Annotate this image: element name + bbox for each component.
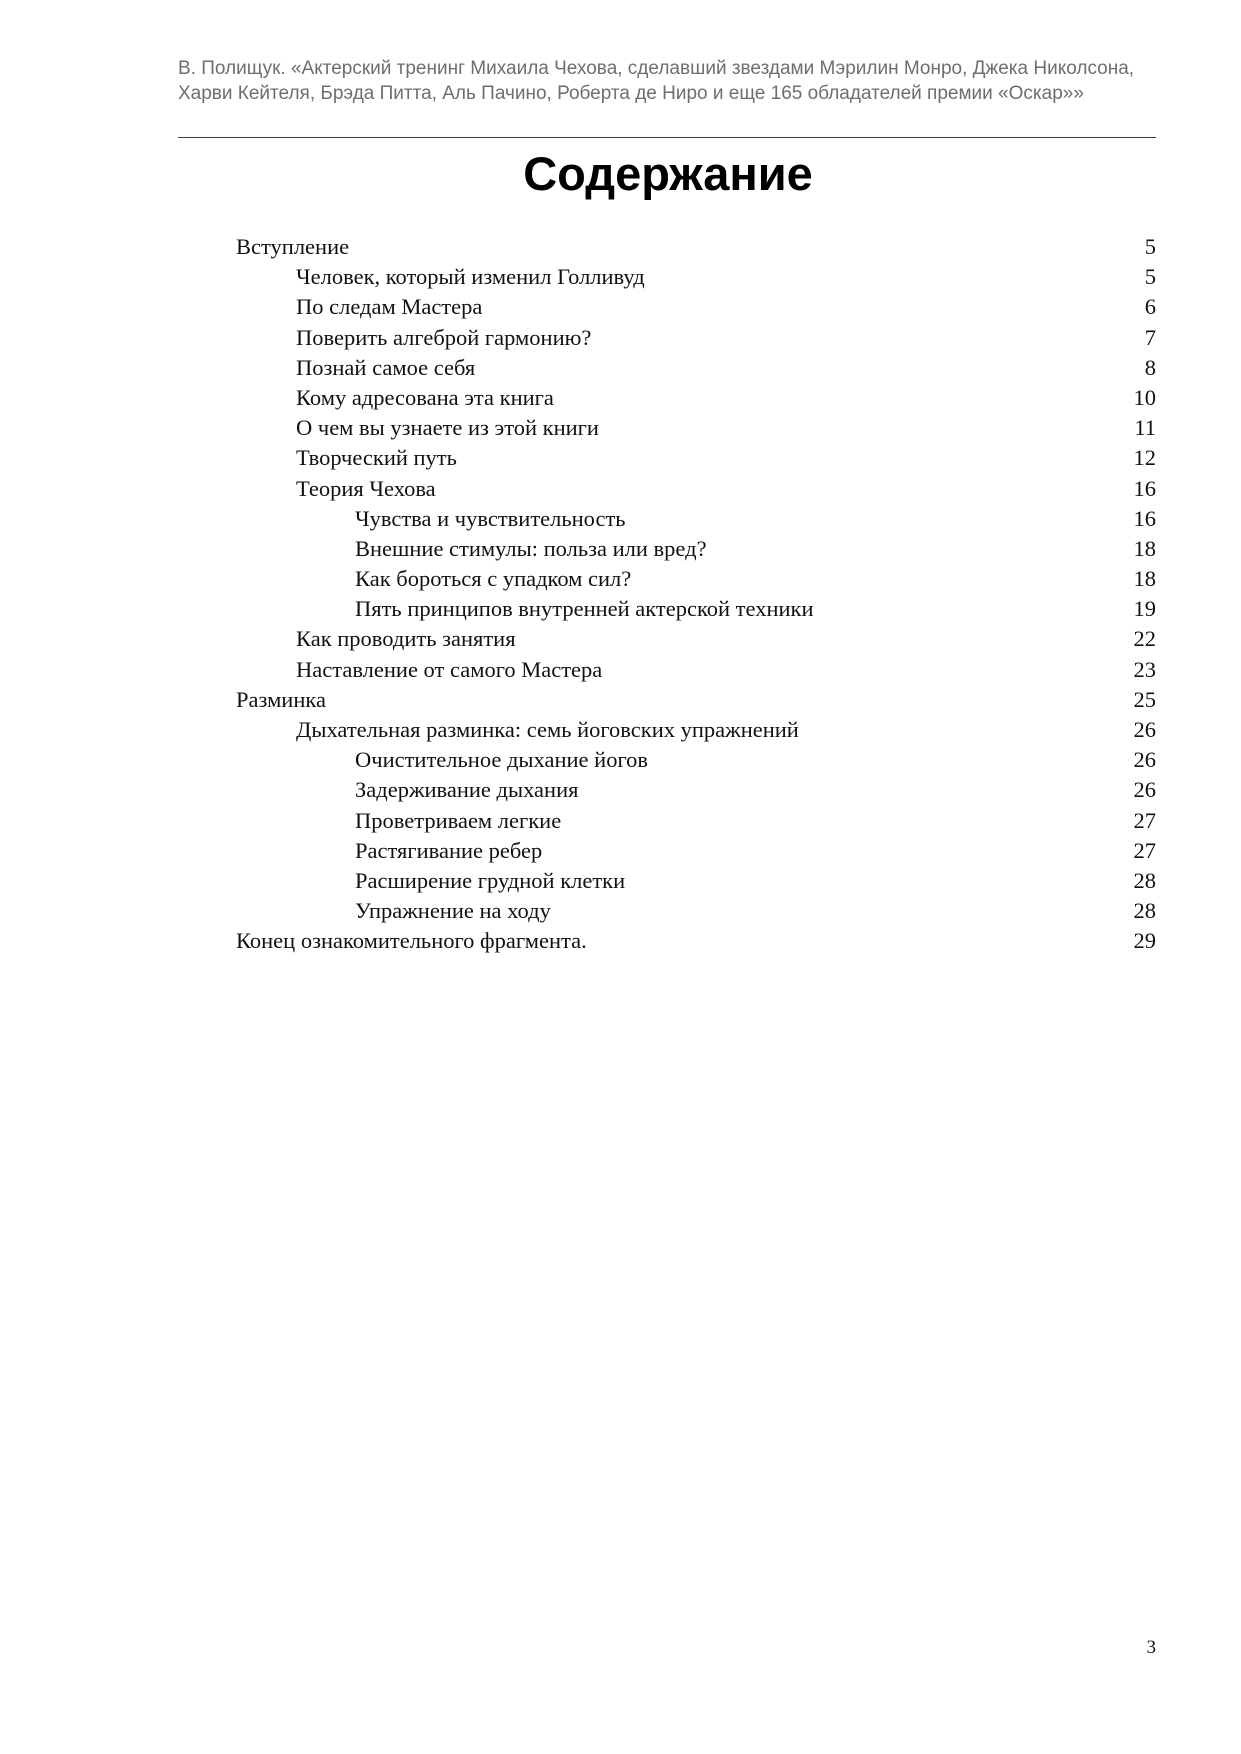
toc-entry[interactable] [236, 262, 1156, 292]
toc-entry-page: 7 [1144, 324, 1156, 350]
toc-entry-label: Внешние стимулы: польза или вред? [355, 535, 707, 561]
toc-entry-page: 27 [1133, 807, 1156, 833]
toc-entry-label: Наставление от самого Мастера [296, 656, 603, 682]
toc-entry-label: Расширение грудной клетки [355, 867, 626, 893]
toc-entry-label: По следам Мастера [296, 294, 483, 320]
toc-entry-label: Творческий путь [296, 445, 457, 471]
toc-entry-page: 18 [1133, 566, 1156, 592]
header-divider [178, 137, 1156, 138]
toc-entry-page: 6 [1144, 294, 1156, 320]
toc-entry-page: 26 [1133, 747, 1156, 773]
toc-entry[interactable] [236, 413, 1156, 443]
toc-entry[interactable] [236, 775, 1156, 805]
toc-entry[interactable] [236, 806, 1156, 836]
toc-entry-page: 16 [1133, 475, 1156, 501]
toc-entry-label: Проветриваем легкие [355, 807, 562, 833]
toc-title: Содержание [523, 147, 813, 200]
toc-entry-label: Как бороться с упадком сил? [355, 566, 632, 592]
toc-entry-page: 5 [1144, 264, 1156, 290]
toc-entry[interactable] [236, 232, 1156, 262]
toc-entry-page: 12 [1133, 445, 1156, 471]
toc-entry-label: Конец ознакомительного фрагмента. [236, 928, 587, 954]
toc-entry-page: 27 [1133, 837, 1156, 863]
toc-entry-page: 25 [1133, 686, 1156, 712]
toc-entry[interactable] [236, 715, 1156, 745]
toc-entry-page: 11 [1134, 415, 1156, 441]
toc-entry[interactable] [236, 594, 1156, 624]
toc-entry-label: Растягивание ребер [355, 837, 543, 863]
toc-entry[interactable] [236, 866, 1156, 896]
toc-entry-page: 22 [1133, 626, 1156, 652]
toc-entry-page: 28 [1133, 898, 1156, 924]
toc-entry[interactable] [236, 353, 1156, 383]
toc-entry-page: 10 [1133, 384, 1156, 410]
toc-entry-label: Поверить алгеброй гармонию? [296, 324, 592, 350]
toc-entry[interactable] [236, 443, 1156, 473]
toc-entry-page: 26 [1133, 777, 1156, 803]
toc-entry[interactable] [236, 624, 1156, 654]
toc-entry[interactable] [236, 564, 1156, 594]
toc-entry[interactable] [236, 745, 1156, 775]
toc-entry[interactable] [236, 474, 1156, 504]
toc-entry-page: 23 [1133, 656, 1156, 682]
toc-entry-page: 19 [1133, 596, 1156, 622]
table-of-contents [236, 232, 1156, 957]
toc-entry-label: Как проводить занятия [296, 626, 516, 652]
toc-entry-label: Упражнение на ходу [355, 898, 551, 924]
toc-entry-page: 16 [1133, 505, 1156, 531]
toc-entry-label: Человек, который изменил Голливуд [296, 264, 645, 290]
toc-entry[interactable] [236, 836, 1156, 866]
toc-entry-label: Разминка [236, 686, 326, 712]
toc-entry[interactable] [236, 323, 1156, 353]
toc-entry-page: 29 [1133, 928, 1156, 954]
toc-entry-label: Пять принципов внутренней актерской техники [355, 596, 814, 622]
toc-entry[interactable] [236, 655, 1156, 685]
toc-entry-page: 28 [1133, 867, 1156, 893]
toc-entry-page: 8 [1144, 354, 1156, 380]
toc-entry-page: 18 [1133, 535, 1156, 561]
toc-entry[interactable] [236, 292, 1156, 322]
toc-entry-label: Чувства и чувствительность [355, 505, 626, 531]
toc-entry-label: Задерживание дыхания [355, 777, 579, 803]
toc-entry-label: Вступление [236, 234, 350, 259]
toc-entry-label: О чем вы узнаете из этой книги [296, 415, 599, 441]
toc-entry-label: Кому адресована эта книга [296, 384, 554, 410]
running-header: В. Полищук. «Актерский тренинг Михаила Чехова, сделавший звездами Мэрилин Монро, Джека Николсона, Харви Кейтеля, Брэда Питта, Аль Пачино, Роберта де Ниро и еще 165 обладателей премии «Оскар»» [178, 58, 1135, 104]
toc-entry[interactable] [236, 504, 1156, 534]
toc-entry-label: Дыхательная разминка: семь йоговских упражнений [296, 717, 799, 742]
toc-entry[interactable] [236, 896, 1156, 926]
toc-entry[interactable] [236, 685, 1156, 715]
toc-entry-label: Познай самое себя [296, 354, 476, 380]
toc-entry-label: Теория Чехова [296, 475, 436, 501]
toc-entry[interactable] [236, 383, 1156, 413]
toc-entry-label: Очистительное дыхание йогов [355, 747, 648, 773]
toc-entry[interactable] [236, 534, 1156, 564]
toc-entry[interactable] [236, 926, 1156, 956]
toc-entry-page: 26 [1133, 717, 1156, 742]
toc-entry-page: 5 [1144, 234, 1156, 259]
page-number: 3 [1146, 1637, 1156, 1658]
